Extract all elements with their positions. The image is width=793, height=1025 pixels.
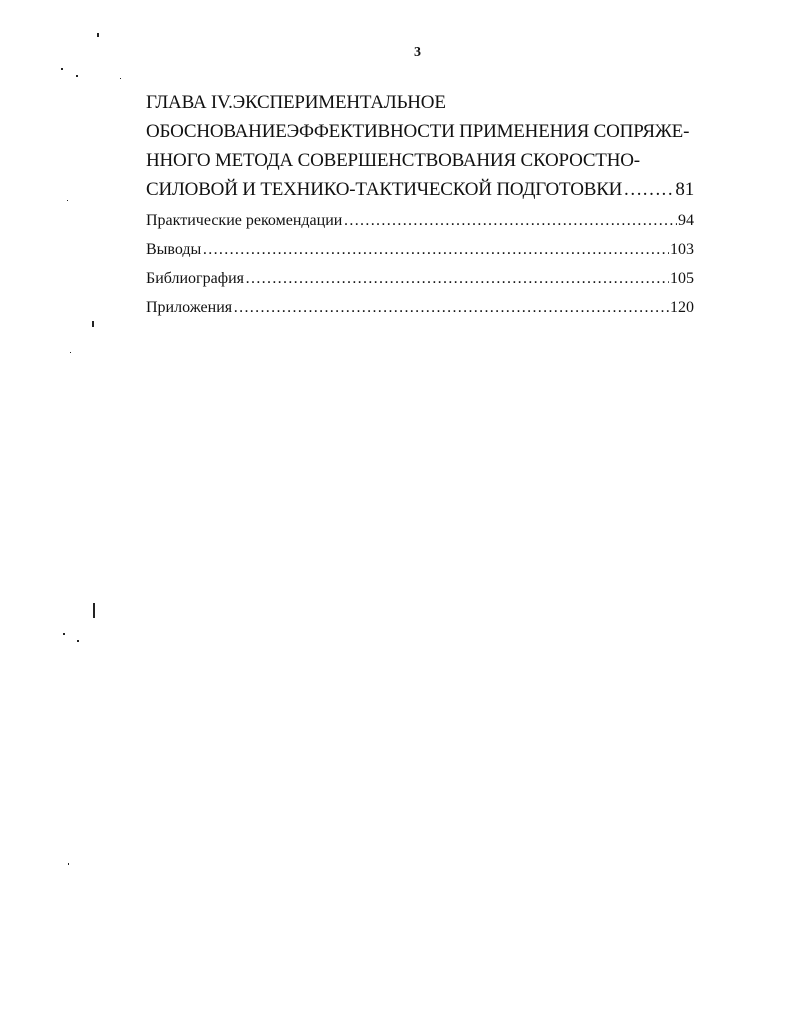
toc-entry-bibliography (146, 264, 694, 293)
toc-entry-page: 105 (670, 270, 694, 287)
scan-speck (68, 863, 69, 865)
scan-speck (67, 200, 68, 201)
leader-dots (202, 235, 669, 264)
leader-dots (233, 293, 669, 322)
scan-speck (63, 633, 65, 635)
toc-entry-page: 120 (670, 299, 694, 316)
leader-dots (343, 206, 677, 235)
toc-entry-page: 103 (670, 241, 694, 258)
scan-speck (120, 78, 121, 79)
scan-speck (61, 68, 63, 70)
toc-entry-title: Выводы (146, 241, 202, 258)
chapter-title-line: ГЛАВА IV.ЭКСПЕРИМЕНТАЛЬНОЕ (146, 92, 446, 113)
toc-entry-recommendations (146, 206, 694, 235)
toc-entry-appendices (146, 293, 694, 322)
scan-speck (70, 352, 71, 353)
toc-entry-page: 94 (678, 212, 694, 229)
toc-entry-conclusions (146, 235, 694, 264)
page-number: 3 (414, 45, 421, 60)
chapter-title-last-line (146, 175, 694, 204)
scan-speck (76, 75, 78, 77)
scan-speck (77, 640, 79, 642)
toc-entry-title: Приложения (146, 299, 233, 316)
toc-entry-title: Библиография (146, 270, 244, 287)
scan-speck (93, 603, 95, 618)
chapter-title-text: СИЛОВОЙ И ТЕХНИКО-ТАКТИЧЕСКОЙ ПОДГОТОВКИ (146, 179, 623, 200)
toc-entry-title: Практические рекомендации (146, 212, 343, 229)
leader-dots (245, 264, 669, 293)
table-of-contents (146, 88, 694, 322)
toc-chapter-iv (146, 88, 694, 204)
chapter-page-number: 81 (675, 179, 694, 200)
leader-dots (623, 175, 674, 204)
chapter-title-line: ННОГО МЕТОДА СОВЕРШЕНСТВОВАНИЯ СКОРОСТНО- (146, 150, 640, 171)
scan-speck (97, 33, 99, 37)
toc-entries (146, 206, 694, 322)
scan-speck (92, 321, 94, 327)
chapter-title-line: ОБОСНОВАНИЕЭФФЕКТИВНОСТИ ПРИМЕНЕНИЯ СОПРЯЖЕ- (146, 121, 690, 142)
